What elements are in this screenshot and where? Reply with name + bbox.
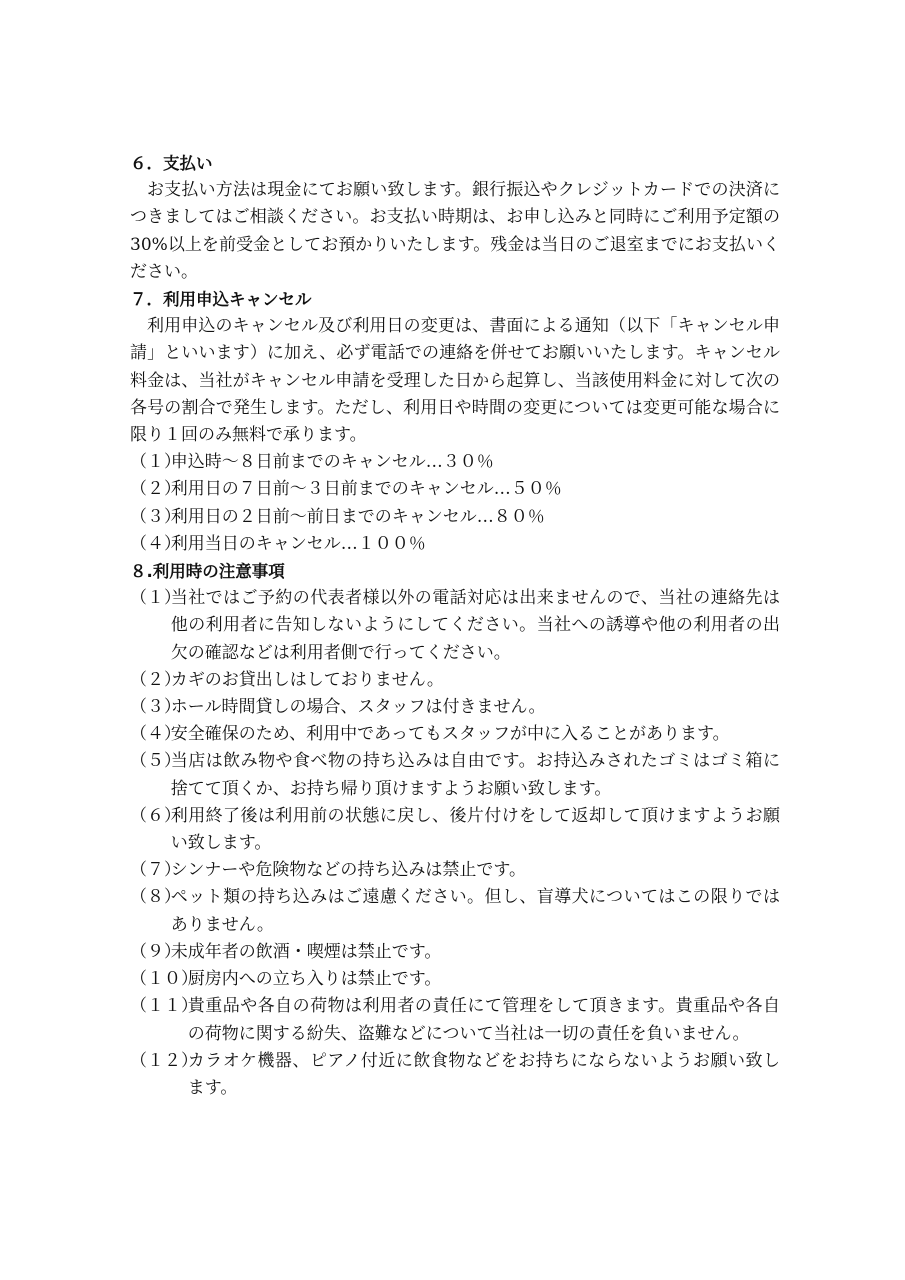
list-item-number: （１２） xyxy=(130,1050,198,1071)
list-item xyxy=(130,504,780,531)
list-item-text: カラオケ機器、ピアノ付近に飲食物などをお持ちにならないようお願い致します。 xyxy=(187,1050,780,1098)
list-item xyxy=(130,476,780,503)
list-item-number: （２） xyxy=(130,669,181,690)
section-paragraph-cancellation: 利用申込のキャンセル及び利用日の変更は、書面による通知（以下「キャンセル申請」といいます）に加え、必ず電話での連絡を併せてお願いいたします。キャンセル料金は、当社がキャンセル申請を受理した日から起算し、当該使用料金に対して次の各号の割合で発生します。ただし、利用日や時間の変更については変更可能な場合に限り１回のみ無料で承ります。 xyxy=(130,316,780,446)
list-item xyxy=(130,667,780,694)
list-item-number: （１０） xyxy=(130,969,198,990)
list-item-text: 利用当日のキャンセル…１００％ xyxy=(170,533,426,554)
list-item-text: ホール時間貸しの場合、スタッフは付きません。 xyxy=(170,697,546,718)
list-item-number: （７） xyxy=(130,860,181,881)
list-item xyxy=(130,1048,780,1102)
list-item-number: （１） xyxy=(130,588,181,609)
list-item-text: 申込時～８日前までのキャンセル…３０％ xyxy=(170,452,494,473)
list-item xyxy=(130,449,780,476)
list-item-number: （３） xyxy=(130,697,181,718)
list-item xyxy=(130,721,780,748)
list-item-text: 利用終了後は利用前の状態に戻し、後片付けをして返却して頂けますようお願い致します。 xyxy=(170,805,780,854)
list-item-text: ペット類の持ち込みはご遠慮ください。但し、盲導犬についてはこの限りではありません。 xyxy=(170,887,780,935)
list-item-text: 安全確保のため、利用中であってもスタッフが中に入ることがあります。 xyxy=(170,724,730,745)
list-item-number: （１１） xyxy=(130,996,198,1017)
list-item-number: （６） xyxy=(130,805,181,826)
list-item xyxy=(130,857,780,884)
list-item-number: （３） xyxy=(130,506,181,527)
list-item-text: カギのお貸出しはしておりません。 xyxy=(170,669,444,690)
section-heading-payment: ６．支払い xyxy=(130,154,213,173)
list-item-text: 厨房内への立ち入りは禁止です。 xyxy=(187,969,442,990)
document-page xyxy=(130,150,780,1102)
list-item-number: （４） xyxy=(130,724,181,745)
list-item xyxy=(130,966,780,993)
list-item-number: （９） xyxy=(130,941,181,962)
list-item-text: 当社ではご予約の代表者様以外の電話対応は出来ませんので、当社の連絡先は他の利用者に告知しないようにしてください。当社への誘導や他の利用者の出欠の確認などは利用者側で行ってください。 xyxy=(170,588,780,663)
list-item xyxy=(130,585,780,667)
list-item-text: 当店は飲み物や食べ物の持ち込みは自由です。お持込みされたゴミはゴミ箱に捨てて頂くか、お持ち帰り頂けますようお願い致します。 xyxy=(170,751,780,799)
list-item xyxy=(130,993,780,1047)
list-item-number: （４） xyxy=(130,533,181,554)
list-item-text: 利用日の７日前～３日前までのキャンセル…５０％ xyxy=(170,479,562,500)
list-item xyxy=(130,748,780,802)
list-item-text: 貴重品や各自の荷物は利用者の責任にて管理をして頂きます。貴重品や各自の荷物に関する紛失、盗難などについて当社は一切の責任を負いません。 xyxy=(187,996,780,1044)
list-item xyxy=(130,531,780,558)
list-item-text: 未成年者の飲酒・喫煙は禁止です。 xyxy=(170,941,442,962)
list-item-number: （５） xyxy=(130,751,181,772)
section-heading-cancellation: ７．利用申込キャンセル xyxy=(130,290,312,310)
list-item-number: （２） xyxy=(130,479,181,500)
section-heading-usage-notes: ８.利用時の注意事項 xyxy=(130,562,285,582)
list-item xyxy=(130,939,780,966)
list-item xyxy=(130,884,780,938)
section-paragraph-payment: お支払い方法は現金にてお願い致します。銀行振込やクレジットカードでの決済につきましてはご相談ください。お支払い時期は、お申し込みと同時にご利用予定額の 30%以上を前受金としてお預かりいたします。残金は当日のご退室までにお支払いください。 xyxy=(130,180,780,282)
list-item-text: シンナーや危険物などの持ち込みは禁止です。 xyxy=(170,860,527,881)
list-item-text: 利用日の２日前～前日までのキャンセル…８０％ xyxy=(170,506,545,527)
list-item xyxy=(130,694,780,721)
usage-notes-list xyxy=(130,585,780,1102)
cancellation-fee-list xyxy=(130,449,780,558)
list-item-number: （１） xyxy=(130,452,181,473)
list-item xyxy=(130,803,780,857)
list-item-number: （８） xyxy=(130,887,181,908)
